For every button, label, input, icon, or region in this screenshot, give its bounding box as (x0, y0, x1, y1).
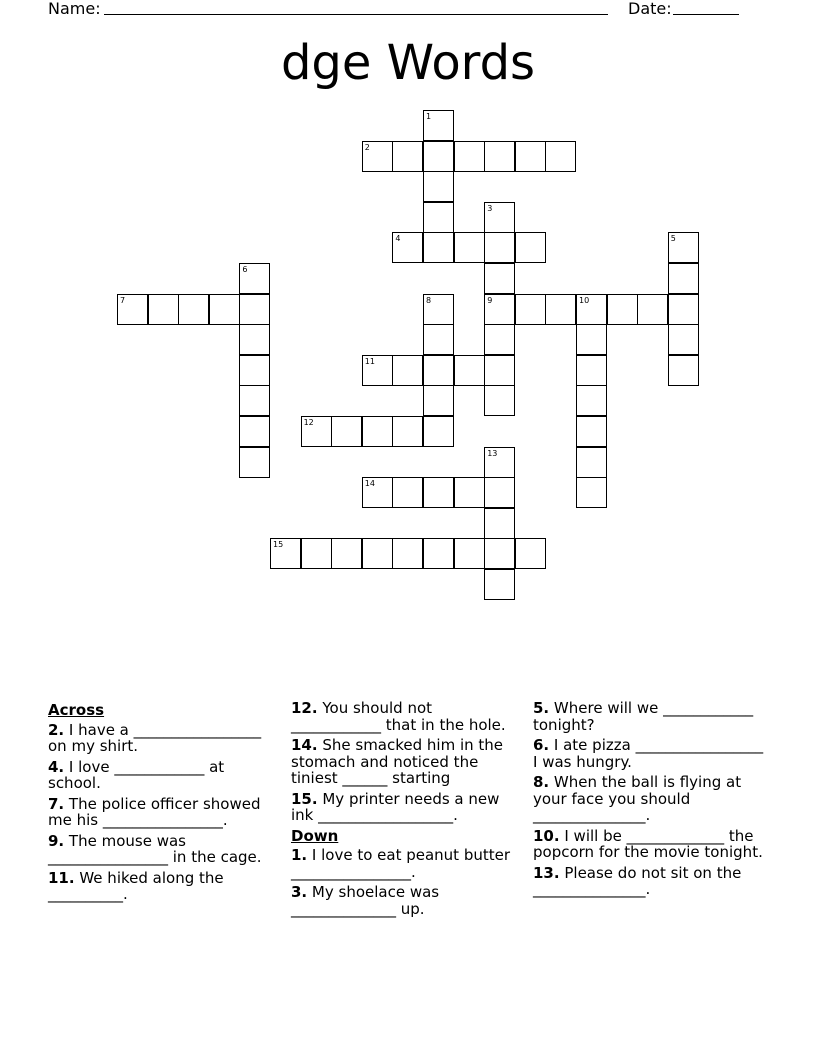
clue-number: 3 (487, 203, 493, 213)
grid-cell[interactable] (423, 538, 454, 569)
clue-number: 10 (579, 295, 590, 305)
grid-cell[interactable] (239, 385, 270, 416)
grid-cell[interactable] (454, 477, 485, 508)
grid-cell[interactable] (484, 294, 515, 325)
grid-cell[interactable] (392, 232, 423, 263)
clues-column-1 (48, 700, 280, 907)
grid-cell[interactable] (484, 508, 515, 539)
clue-down-5: 5. Where will we ____________ tonight? (533, 699, 754, 734)
grid-cell[interactable] (301, 538, 332, 569)
grid-cell[interactable] (423, 355, 454, 386)
grid-cell[interactable] (148, 294, 179, 325)
grid-cell[interactable] (637, 294, 668, 325)
grid-cell[interactable] (270, 538, 301, 569)
grid-cell[interactable] (423, 416, 454, 447)
grid-cell[interactable] (423, 385, 454, 416)
clue-number: 11 (364, 356, 375, 366)
grid-cell[interactable] (576, 447, 607, 478)
grid-cell[interactable] (239, 263, 270, 294)
grid-cell[interactable] (668, 294, 699, 325)
grid-cell[interactable] (178, 294, 209, 325)
clue-across-9: 9. The mouse was ________________ in the cage. (48, 831, 262, 866)
grid-cell[interactable] (484, 447, 515, 478)
grid-cell[interactable] (423, 110, 454, 141)
clue-down-13: 13. Please do not sit on the _______________. (533, 863, 742, 898)
clue-across-14: 14. She smacked him in the stomach and noticed the tiniest ______ starting (291, 736, 504, 787)
clue-number: 1 (426, 112, 432, 121)
grid-cell[interactable] (331, 538, 362, 569)
grid-cell[interactable] (362, 538, 393, 569)
grid-cell[interactable] (392, 141, 423, 172)
date-label: Date: (628, 0, 672, 18)
grid-cell[interactable] (545, 141, 576, 172)
grid-cell[interactable] (668, 232, 699, 263)
clue-number: 7 (120, 295, 126, 305)
grid-cell[interactable] (239, 416, 270, 447)
clue-number: 4 (395, 234, 401, 244)
clues-column-2 (291, 700, 523, 921)
grid-cell[interactable] (484, 538, 515, 569)
grid-cell[interactable] (392, 538, 423, 569)
grid-cell[interactable] (392, 416, 423, 447)
grid-cell[interactable] (484, 141, 515, 172)
grid-cell[interactable] (668, 355, 699, 386)
grid-cell[interactable] (484, 355, 515, 386)
grid-cell[interactable] (484, 324, 515, 355)
clue-number: 6 (242, 265, 248, 274)
grid-cell[interactable] (668, 263, 699, 294)
grid-cell[interactable] (515, 141, 546, 172)
clue-down-10: 10. I will be _____________ the popcorn for the movie tonight. (533, 826, 763, 861)
page-title: dge Words (280, 35, 536, 91)
grid-cell[interactable] (454, 355, 485, 386)
clue-number: 14 (364, 479, 375, 489)
clue-across-15: 15. My printer needs a new ink __________________. (291, 789, 500, 824)
clue-number: 2 (364, 142, 370, 152)
grid-cell[interactable] (117, 294, 148, 325)
grid-cell[interactable] (576, 385, 607, 416)
down-heading: Down (291, 826, 339, 845)
grid-cell[interactable] (362, 141, 393, 172)
clue-number: 12 (303, 418, 314, 427)
grid-cell[interactable] (392, 477, 423, 508)
clue-down-3: 3. My shoelace was ______________ up. (291, 883, 440, 918)
grid-cell[interactable] (301, 416, 332, 447)
grid-cell[interactable] (362, 477, 393, 508)
grid-cell[interactable] (423, 171, 454, 202)
grid-cell[interactable] (484, 263, 515, 294)
grid-cell[interactable] (668, 324, 699, 355)
grid-cell[interactable] (239, 324, 270, 355)
grid-cell[interactable] (576, 477, 607, 508)
grid-cell[interactable] (576, 324, 607, 355)
clue-number: 8 (426, 295, 432, 305)
clue-across-12: 12. You should not ____________ that in the hole. (291, 699, 506, 734)
grid-cell[interactable] (484, 232, 515, 263)
clue-across-11: 11. We hiked along the __________. (48, 868, 224, 903)
grid-cell[interactable] (362, 355, 393, 386)
grid-cell[interactable] (423, 232, 454, 263)
grid-cell[interactable] (362, 416, 393, 447)
grid-cell[interactable] (454, 232, 485, 263)
grid-cell[interactable] (576, 294, 607, 325)
clue-number: 13 (487, 448, 498, 458)
grid-cell[interactable] (423, 141, 454, 172)
grid-cell[interactable] (515, 294, 546, 325)
grid-cell[interactable] (209, 294, 240, 325)
clue-across-7: 7. The police officer showed me his ________________. (48, 794, 261, 829)
grid-cell[interactable] (239, 294, 270, 325)
grid-cell[interactable] (454, 538, 485, 569)
clue-across-4: 4. I love ____________ at school. (48, 757, 225, 792)
grid-cell[interactable] (392, 355, 423, 386)
grid-cell[interactable] (515, 538, 546, 569)
grid-cell[interactable] (576, 355, 607, 386)
clue-number: 9 (487, 295, 493, 305)
clue-down-8: 8. When the ball is flying at your face you should _______________. (533, 773, 742, 824)
grid-cell[interactable] (515, 232, 546, 263)
grid-cell[interactable] (423, 477, 454, 508)
grid-cell[interactable] (484, 385, 515, 416)
grid-cell[interactable] (484, 569, 515, 600)
grid-cell[interactable] (484, 202, 515, 233)
grid-cell[interactable] (331, 416, 362, 447)
clue-number: 15 (273, 540, 284, 550)
grid-cell[interactable] (239, 355, 270, 386)
clue-down-6: 6. I ate pizza _________________ I was hungry. (533, 736, 764, 771)
grid-cell[interactable] (423, 294, 454, 325)
grid-cell[interactable] (423, 324, 454, 355)
clue-down-1: 1. I love to eat peanut butter ________________. (291, 846, 511, 881)
grid-cell[interactable] (607, 294, 638, 325)
name-label: Name: (48, 0, 101, 18)
grid-cell[interactable] (545, 294, 576, 325)
grid-cell[interactable] (454, 141, 485, 172)
grid-cell[interactable] (239, 447, 270, 478)
across-heading: Across (48, 701, 105, 719)
grid-cell[interactable] (423, 202, 454, 233)
grid-cell[interactable] (576, 416, 607, 447)
clue-number: 5 (670, 234, 676, 244)
clue-across-2: 2. I have a _________________ on my shirt. (48, 720, 262, 755)
clues-column-3 (533, 700, 765, 902)
grid-cell[interactable] (484, 477, 515, 508)
